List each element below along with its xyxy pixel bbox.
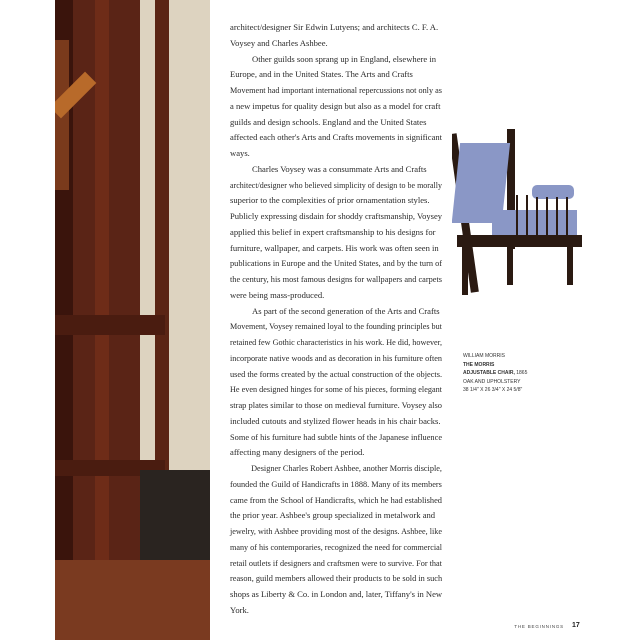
text-line: guilds and design schools. England and the United States xyxy=(230,116,427,127)
text-line: ways. xyxy=(230,148,250,158)
text-line: a new impetus for quality design but also as a model for craft xyxy=(230,100,441,111)
running-footer: THE BEGINNINGS xyxy=(514,624,564,629)
paragraph xyxy=(230,20,442,52)
text-line: Europe, and in the United States. The Arts and Crafts xyxy=(230,69,413,80)
body-text xyxy=(230,20,442,619)
text-line: Movement, Voysey remained loyal to the founding principles but xyxy=(230,321,442,332)
text-line: applied this belief in expert craftsmanship to his designs for xyxy=(230,226,436,237)
text-line: the century, his most famous designs for wallpapers and carpets xyxy=(230,274,443,284)
text-line: included cutouts and stylized flower heads in his chair backs. xyxy=(230,415,441,426)
text-line: strap plates similar to those on medieval furniture. Voysey also xyxy=(230,400,443,410)
text-line: architect/designer who believed simplicity of design to be morally xyxy=(230,179,442,190)
image-caption xyxy=(463,352,613,395)
caption-year: 1865 xyxy=(516,370,528,376)
text-line: Movement had important international repercussions not only as xyxy=(230,85,442,95)
text-line: As part of the second generation of the Arts and Crafts xyxy=(252,305,440,316)
text-line: came from the School of Handicrafts, which he had established xyxy=(230,494,442,505)
text-line: the prior year. Ashbee's group specialized in metalwork and xyxy=(230,510,436,521)
text-line: retail outlets if designers and craftsmen were to survive. For that xyxy=(230,557,442,568)
text-line: He even designed hinges for some of his pieces, forming elegant xyxy=(230,384,442,395)
caption-title-2: ADJUSTABLE CHAIR, xyxy=(463,370,515,376)
caption-material: OAK AND UPHOLSTERY xyxy=(463,378,521,385)
text-line: affecting many designers of the period. xyxy=(230,447,365,458)
paragraph xyxy=(230,304,442,462)
text-line: used the forms created by the actual construction of the objects. xyxy=(230,368,443,379)
text-line: superior to the complexities of prior ornamentation styles. xyxy=(230,195,430,206)
text-line: affected each other's Arts and Crafts movements in significant xyxy=(230,132,443,143)
morris-chair-image xyxy=(452,125,587,300)
text-line: Some of his furniture had subtle hints of the Japanese influence xyxy=(230,431,443,442)
text-line: many of his contemporaries, recognized the need for commercial xyxy=(230,541,442,552)
text-line: Other guilds soon sprang up in England, elsewhere in xyxy=(252,53,437,64)
text-line: York. xyxy=(230,604,249,615)
caption-dimensions: 38 1/4" X 26 3/4" X 24 5/8" xyxy=(463,387,523,393)
paragraph xyxy=(230,461,442,619)
text-line: founded the Guild of Handicrafts in 1888. Many of its members xyxy=(230,478,442,489)
text-line: shops as Liberty & Co. in London and, later, Tiffany's in New xyxy=(230,589,443,599)
furniture-photo xyxy=(55,0,210,640)
text-line: Publicly expressing disdain for shoddy craftsmanship, Voysey xyxy=(230,211,443,221)
text-line: furniture, wallpaper, and carpets. His work was often seen in xyxy=(230,242,439,253)
paragraph xyxy=(230,162,442,304)
paragraph xyxy=(230,52,442,162)
text-line: incorporate native woods and as decoration in his furniture often xyxy=(230,352,442,363)
text-line: publications in Europe and the United States, and by the turn of xyxy=(230,258,443,269)
text-line: architect/designer Sir Edwin Lutyens; and architects C. F. A. xyxy=(230,22,439,32)
caption-designer: WILLIAM MORRIS xyxy=(463,353,505,359)
caption-title: THE MORRIS xyxy=(463,361,495,368)
text-line: Designer Charles Robert Ashbee, another Morris disciple, xyxy=(251,463,442,473)
text-line: jewelry, with Ashbee providing most of the designs. Ashbee, like xyxy=(230,526,442,536)
page-number: 17 xyxy=(572,622,580,629)
text-line: Voysey and Charles Ashbee. xyxy=(230,37,328,48)
text-line: retained few Gothic characteristics in his work. He did, however, xyxy=(230,337,443,347)
text-line: were being mass-produced. xyxy=(230,289,325,300)
text-line: reason, guild members allowed their products to be sold in such xyxy=(230,573,443,584)
text-line: Charles Voysey was a consummate Arts and Crafts xyxy=(252,163,427,174)
